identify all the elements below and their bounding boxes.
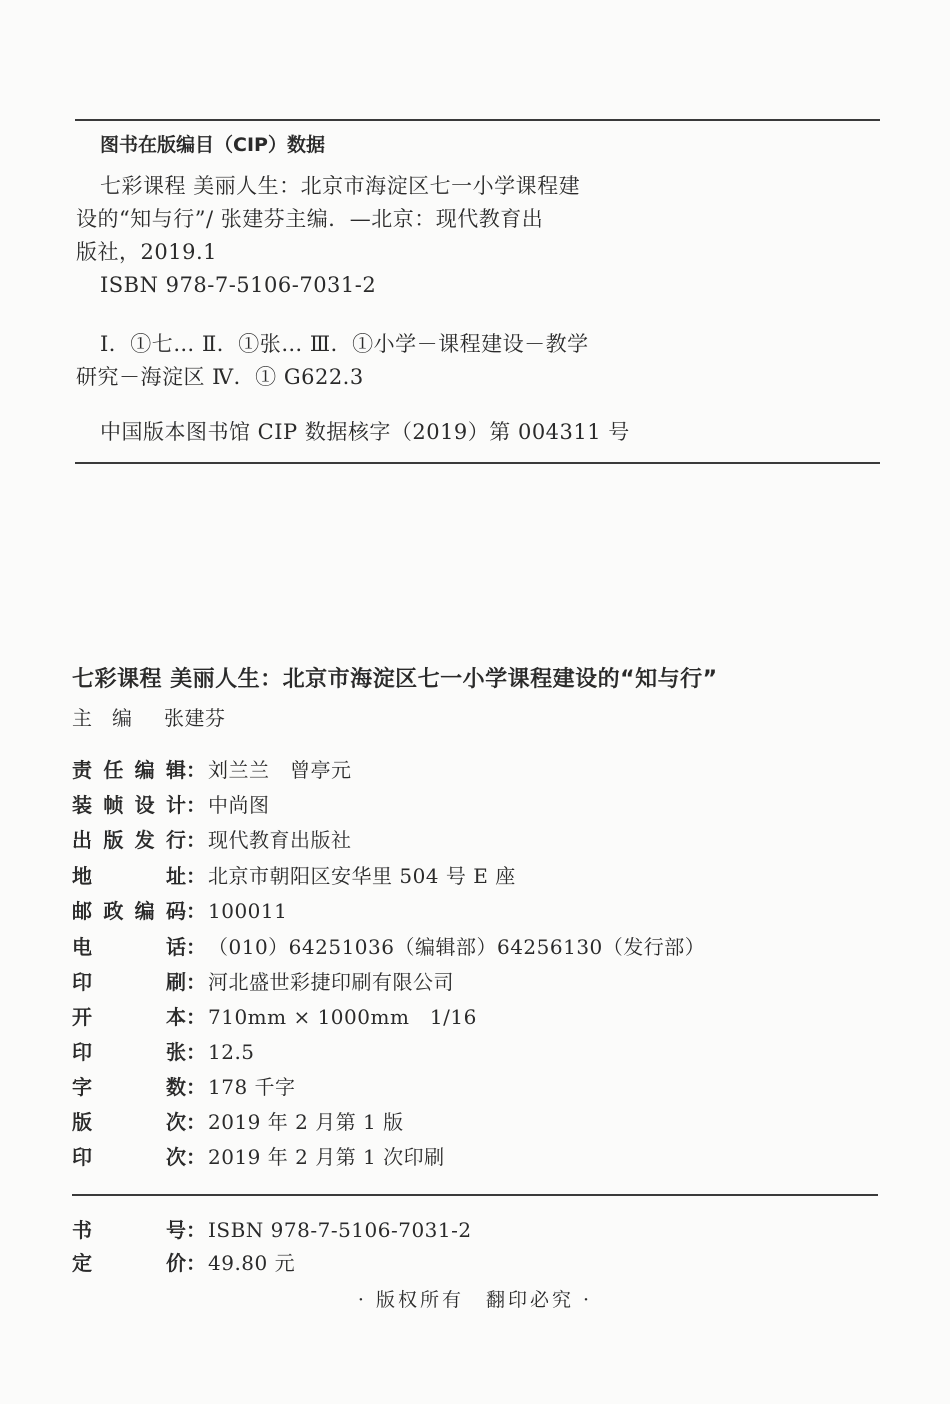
detail-value: 2019 年 2 月第 1 次印刷: [208, 1145, 445, 1169]
detail-value: （010）64251036（编辑部）64256130（发行部）: [208, 935, 706, 959]
book-title: 七彩课程 美丽人生：北京市海淀区七一小学课程建设的“知与行”: [72, 667, 718, 692]
detail-row: 地 址 ： 北京市朝阳区安华里 504 号 E 座: [72, 860, 516, 889]
editor-row: [72, 702, 226, 731]
detail-row: 邮政编码 ： 100011: [72, 895, 287, 924]
editor-label: 主 编: [72, 706, 132, 730]
isbn-row: 书 号 ： ISBN 978-7-5106-7031-2: [72, 1214, 472, 1243]
detail-label: 印 张: [72, 1040, 186, 1064]
price-row: 定 价 ： 49.80 元: [72, 1247, 295, 1276]
detail-label: 地 址: [72, 864, 186, 888]
cip-record-number: 中国版本图书馆 CIP 数据核字（2019）第 004311 号: [100, 420, 630, 444]
detail-row: 电 话 ： （010）64251036（编辑部）64256130（发行部）: [72, 931, 705, 960]
detail-row: 字 数 ： 178 千字: [72, 1071, 296, 1100]
detail-label: 电 话: [72, 935, 186, 959]
editor-value: 张建芬: [164, 706, 226, 730]
detail-value: 现代教育出版社: [208, 828, 352, 852]
detail-label: 出版发行: [72, 828, 186, 852]
detail-label: 定 价: [72, 1251, 186, 1275]
detail-value: 100011: [208, 899, 288, 923]
detail-value: 49.80 元: [208, 1251, 296, 1275]
cip-classification-1: Ⅰ．①七… Ⅱ．①张… Ⅲ．①小学－课程建设－教学: [100, 332, 589, 356]
cip-title-line-1: 七彩课程 美丽人生：北京市海淀区七一小学课程建: [100, 174, 581, 198]
detail-value: 北京市朝阳区安华里 504 号 E 座: [208, 864, 516, 888]
detail-row: 印 次 ： 2019 年 2 月第 1 次印刷: [72, 1141, 445, 1170]
detail-row: 开 本 ： 710mm × 1000mm 1/16: [72, 1001, 477, 1030]
colophon-divider: [72, 1194, 878, 1196]
detail-value: 178 千字: [208, 1075, 296, 1099]
copyright-notice: · 版权所有 翻印必究 ·: [357, 1289, 593, 1311]
detail-row: 印 刷 ： 河北盛世彩捷印刷有限公司: [72, 966, 454, 995]
cip-isbn: ISBN 978-7-5106-7031-2: [100, 273, 377, 297]
detail-label: 字 数: [72, 1075, 186, 1099]
cip-bottom-rule: [75, 462, 880, 464]
cip-title-line-3: 版社，2019.1: [76, 240, 217, 264]
detail-label: 印 刷: [72, 970, 186, 994]
detail-value: 2019 年 2 月第 1 版: [208, 1110, 404, 1134]
detail-label: 书 号: [72, 1218, 186, 1242]
detail-row: 版 次 ： 2019 年 2 月第 1 版: [72, 1106, 404, 1135]
detail-row: 责任编辑 ： 刘兰兰 曾亭元: [72, 754, 352, 783]
detail-label: 邮政编码: [72, 899, 186, 923]
cip-heading: 图书在版编目（CIP）数据: [100, 134, 325, 156]
cip-classification-2: 研究－海淀区 Ⅳ．① G622.3: [76, 365, 364, 389]
detail-row: 印 张 ： 12.5: [72, 1036, 255, 1065]
detail-row: 装帧设计 ： 中尚图: [72, 789, 270, 818]
cip-title-line-2: 设的“知与行”/ 张建芬主编．—北京：现代教育出: [76, 207, 544, 231]
detail-value: 710mm × 1000mm 1/16: [208, 1005, 477, 1029]
detail-row: 出版发行 ： 现代教育出版社: [72, 824, 352, 853]
detail-value: 中尚图: [208, 793, 270, 817]
detail-label: 责任编辑: [72, 758, 186, 782]
detail-value: 刘兰兰 曾亭元: [208, 758, 352, 782]
detail-value: ISBN 978-7-5106-7031-2: [208, 1218, 472, 1242]
cip-top-rule: [75, 119, 880, 121]
detail-label: 印 次: [72, 1145, 186, 1169]
detail-value: 12.5: [208, 1040, 255, 1064]
detail-label: 开 本: [72, 1005, 186, 1029]
detail-value: 河北盛世彩捷印刷有限公司: [208, 970, 454, 994]
detail-label: 版 次: [72, 1110, 186, 1134]
detail-label: 装帧设计: [72, 793, 186, 817]
